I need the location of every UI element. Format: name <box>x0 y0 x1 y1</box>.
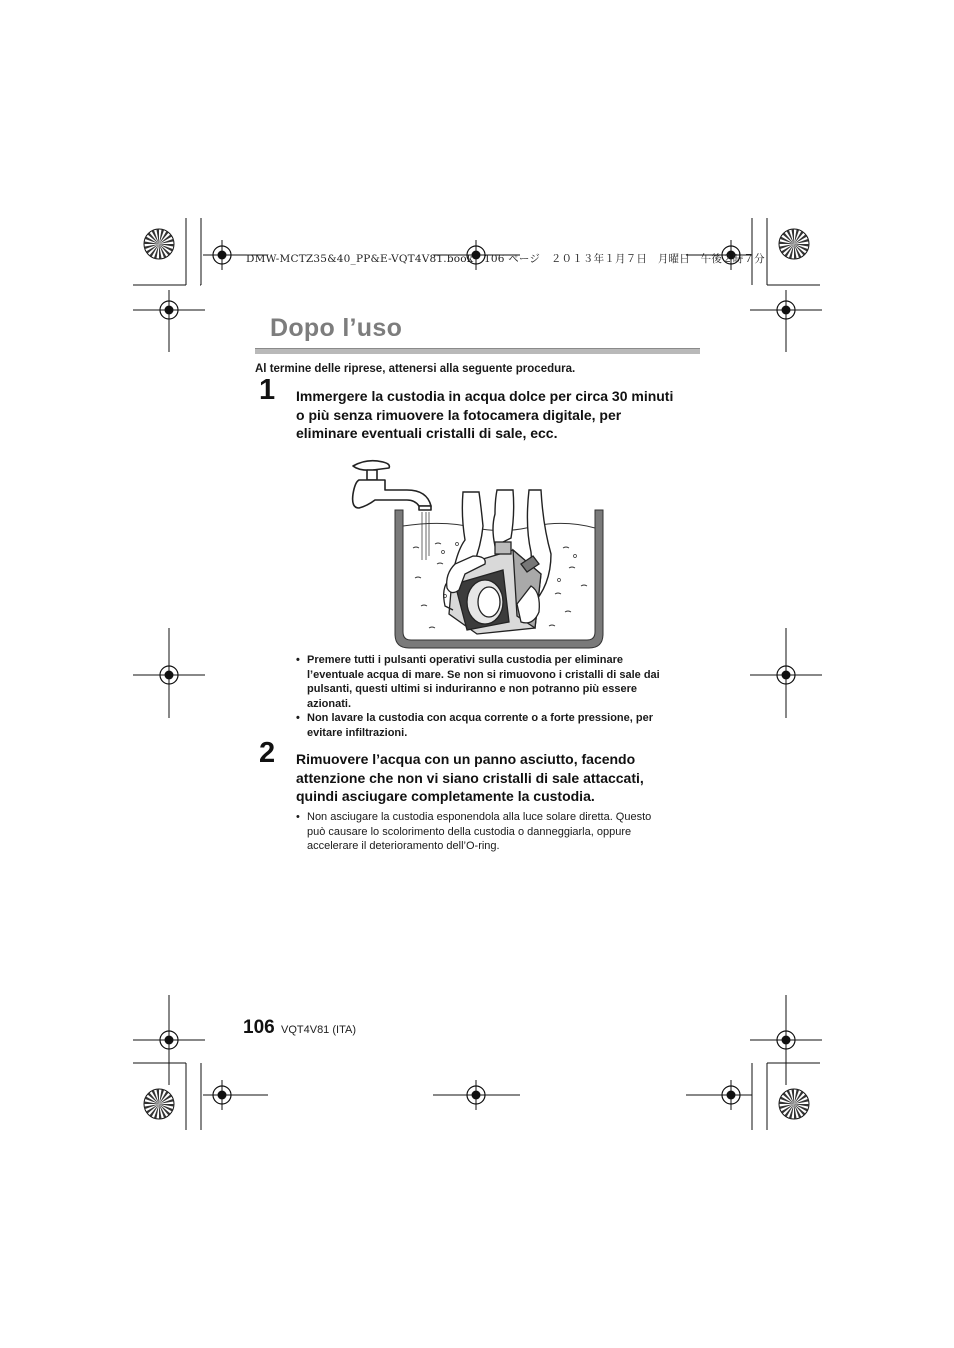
note-line: l’eventuale acqua di mare. Se non si rimuovono i cristalli di sale dai <box>307 668 660 681</box>
note-line: Premere tutti i pulsanti operativi sulla custodia per eliminare <box>307 654 624 666</box>
note-line: Non asciugare la custodia esponendola alla luce solare diretta. Questo <box>307 811 652 823</box>
note-line: può causare lo scolorimento della custodia o danneggiarla, oppure <box>307 825 632 838</box>
step-1-number: 1 <box>259 374 276 406</box>
registration-starburst-icon <box>779 1089 809 1119</box>
note-line: Non lavare la custodia con acqua corrente o a forte pressione, per <box>307 712 653 725</box>
note-line: azionati. <box>307 697 352 710</box>
bullet-icon: • <box>296 811 300 823</box>
step-1-line: Immergere la custodia in acqua dolce per circa 30 minuti <box>296 388 674 404</box>
bullet-icon: • <box>296 712 300 725</box>
note-line: accelerare il deterioramento dell’O-ring. <box>307 840 500 853</box>
title-rule <box>255 349 700 354</box>
note-item <box>296 711 691 740</box>
rinse-housing-illustration <box>345 456 610 652</box>
intro-text: Al termine delle riprese, attenersi alla seguente procedura. <box>255 363 576 375</box>
step-2-line: Rimuovere l’acqua con un panno asciutto, facendo <box>296 751 636 767</box>
bullet-icon: • <box>296 654 300 666</box>
print-info-line: DMW-MCTZ35&40_PP&E-VQT4V81.book 106 ページ ２０１３年１月７日 月曜日 午後２時７分 <box>246 253 765 265</box>
page-title: Dopo l’uso <box>270 314 403 342</box>
step-2-line: attenzione che non vi siano cristalli di sale attaccati, <box>296 769 644 786</box>
step-2-line: quindi asciugare completamente la custodia. <box>296 788 595 804</box>
water-tap-icon <box>353 461 431 510</box>
step-2-notes <box>296 810 691 854</box>
step-1-notes <box>296 653 691 741</box>
document-code: VQT4V81 (ITA) <box>281 1024 356 1036</box>
step-1-text <box>296 387 701 443</box>
step-2-number: 2 <box>259 737 276 769</box>
registration-starburst-icon <box>144 1089 174 1119</box>
note-line: pulsanti, questi ultimi si induriranno e non potranno più essere <box>307 683 638 696</box>
note-item <box>296 810 691 854</box>
registration-starburst-icon <box>144 229 174 259</box>
step-1-line: eliminare eventuali cristalli di sale, ecc. <box>296 425 558 441</box>
step-1-line: o più senza rimuovere la fotocamera digitale, per <box>296 406 622 423</box>
page-number: 106 <box>243 1017 275 1038</box>
note-item <box>296 653 691 711</box>
step-2-text <box>296 750 701 806</box>
registration-starburst-icon <box>779 229 809 259</box>
note-line: evitare infiltrazioni. <box>307 726 408 739</box>
